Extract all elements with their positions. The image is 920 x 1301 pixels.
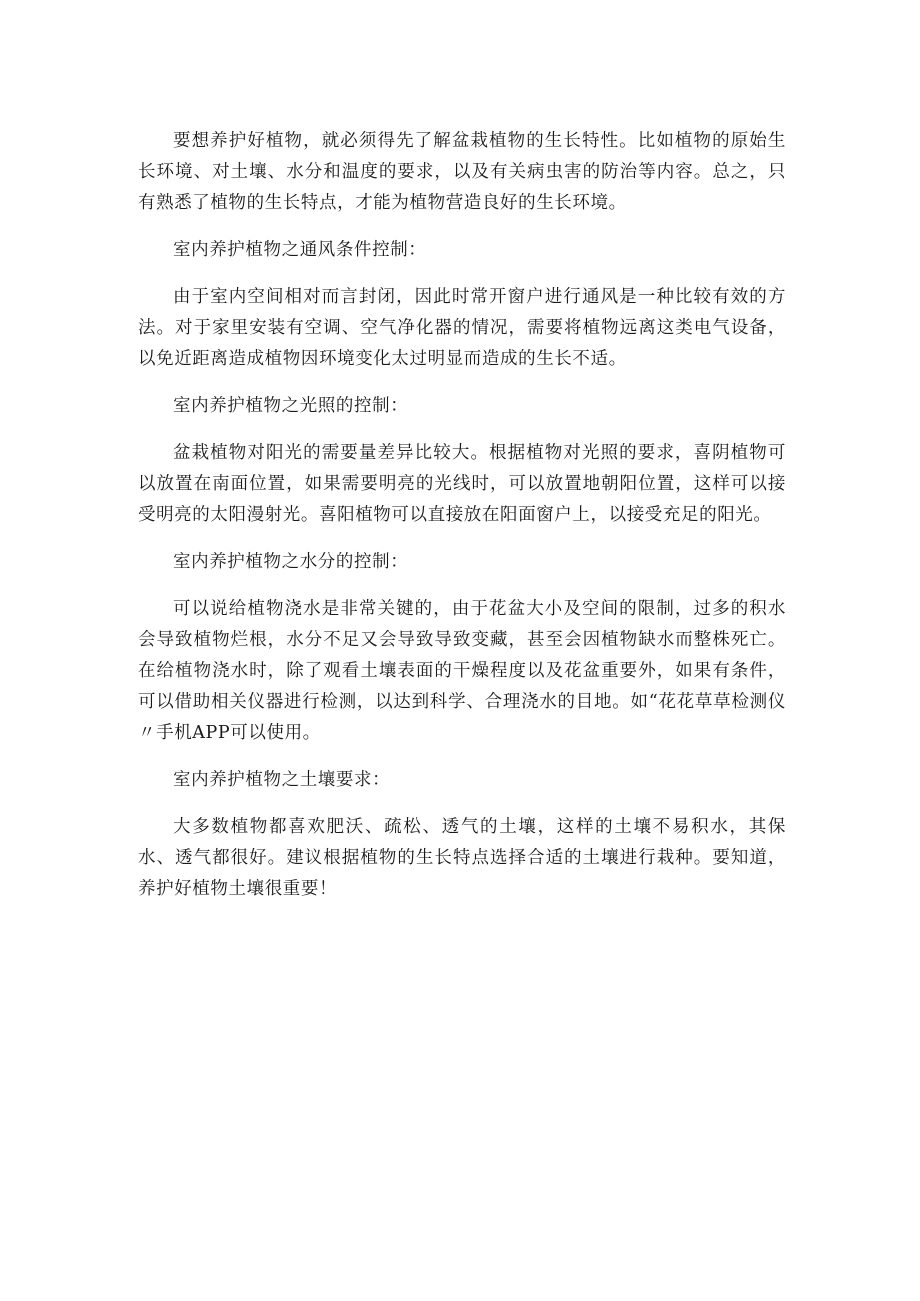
intro-paragraph: 要想养护好植物，就必须得先了解盆栽植物的生长特性。比如植物的原始生长环境、对土壤、水分和温度的要求，以及有关病虫害的防治等内容。总之，只有熟悉了植物的生长特点，才能为植物营造良好的生长环境。: [138, 131, 786, 213]
ventilation-paragraph: 由于室内空间相对而言封闭，因此时常开窗户进行通风是一种比较有效的方法。对于家里安装有空调、空气净化器的情况，需要将植物远离这类电气设备，以免近距离造成植物因环境变化太过明显而造成的生长不适。: [138, 287, 786, 369]
section-heading-ventilation: 室内养护植物之通风条件控制：: [173, 240, 427, 260]
soil-paragraph: 大多数植物都喜欢肥沃、疏松、透气的土壤，这样的土壤不易积水，其保水、透气都很好。建议根据植物的生长特点选择合适的土壤进行栽种。要知道，养护好植物土壤很重要！: [138, 817, 786, 899]
section-heading-water: 室内养护植物之水分的控制：: [173, 552, 409, 572]
light-paragraph: 盆栽植物对阳光的需要量差异比较大。根据植物对光照的要求，喜阴植物可以放置在南面位置，如果需要明亮的光线时，可以放置地朝阳位置，这样可以接受明亮的太阳漫射光。喜阳植物可以直接放在阳面窗户上，以接受充足的阳光。: [138, 443, 786, 525]
section-heading-light: 室内养护植物之光照的控制：: [173, 396, 409, 416]
section-heading-soil: 室内养护植物之土壤要求：: [173, 770, 391, 790]
water-paragraph: 可以说给植物浇水是非常关键的，由于花盆大小及空间的限制，过多的积水会导致植物烂根，水分不足又会导致导致变藏，甚至会因植物缺水而整株死亡。在给植物浇水时，除了观看土壤表面的干燥程度以及花盆重要外，如果有条件，可以借助相关仪器进行检测，以达到科学、合理浇水的目地。如“花花草草检测仪〃手机APP可以使用。: [138, 599, 786, 743]
document-body: [138, 126, 786, 905]
